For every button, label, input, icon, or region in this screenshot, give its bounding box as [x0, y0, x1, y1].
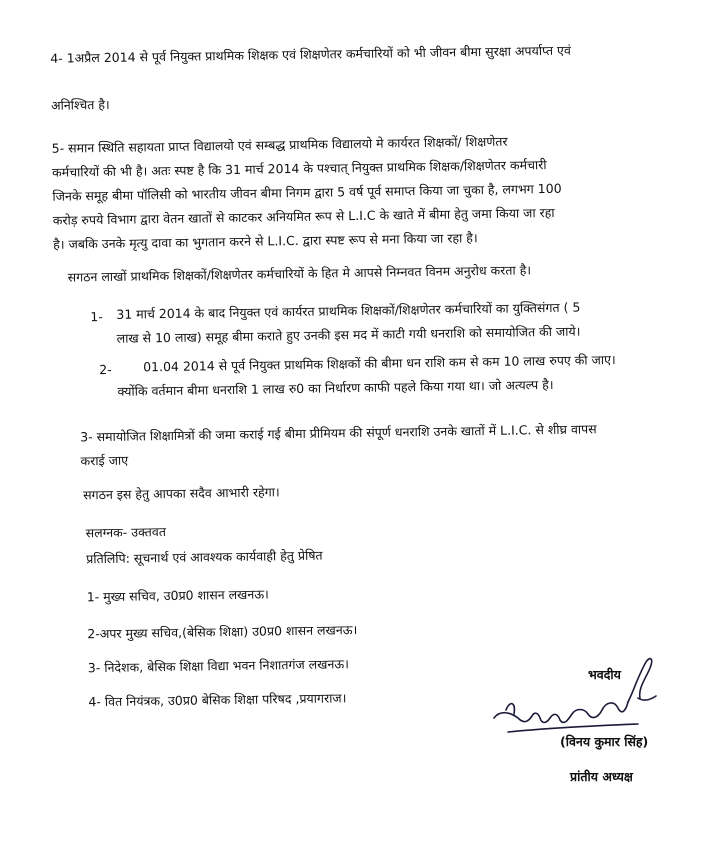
- copy-item-4: 4- वित नियंत्रक, उ0प्र0 बेसिक शिक्षा परिषद ,प्रयागराज।: [88, 690, 347, 710]
- para4-line1: 4- 1अप्रैल 2014 से पूर्व नियुक्त प्राथमिक शिक्षक एवं शिक्षणेतर कर्मचारियों को भी जीवन बीमा सुरक्षा अपर्याप्त एवं: [50, 42, 571, 66]
- request-2-number: 2-: [99, 361, 112, 378]
- para5-line1: 5- समान स्थिति सहायता प्राप्त विद्यालयो एवं सम्बद्ध प्राथमिक विद्यालयो मे कार्यरत शिक्षकों/ शिक्षणेतर: [51, 133, 508, 156]
- request-1-line2: लाख से 10 लाख) समूह बीमा कराते हुए उनकी इस मद में काटी गयी धनराशि को समायोजित की जाये।: [116, 323, 581, 346]
- copy-item-1: 1- मुख्य सचिव, उ0प्र0 शासन लखनऊ।: [86, 586, 269, 605]
- valediction: भवदीय: [588, 667, 621, 682]
- copy-heading: प्रतिलिपि: सूचनार्थ एवं आवश्यक कार्यवाही हेतु प्रेषित: [86, 547, 323, 567]
- enclosure-line: सलग्नक- उक्तवत: [85, 524, 167, 541]
- gratitude-line: सगठन इस हेतु आपका सदैव आभारी रहेगा।: [83, 484, 280, 503]
- request-1-line1: 31 मार्च 2014 के बाद नियुक्त एवं कार्यरत प्राथमिक शिक्षकों/शिक्षणेतर कर्मचारियों का युक्तिसंगत ( 5: [116, 299, 581, 322]
- request-1-number: 1-: [90, 309, 103, 325]
- para5-line5: है। जबकि उनके मृत्यु दावा का भुगतान करने से L.I.C. द्वारा स्पष्ट रूप से मना किया जा रहा है।: [53, 230, 478, 252]
- para3-line2: कराई जाए: [80, 452, 129, 469]
- para3-line1: 3- समायोजित शिक्षामित्रों की जमा कराई गई बीमा प्रीमियम की संपूर्ण धनराशि उनके खातों में L.I.C. से शीघ्र वापस: [80, 421, 597, 445]
- designation: प्रांतीय अध्यक्ष: [570, 769, 633, 784]
- para5-line4: करोड़ रुपये विभाग द्वारा वेतन खातों से काटकर अनियमित रूप से L.I.C के खाते में बीमा हेतु जमा किया जा रहा: [52, 204, 555, 228]
- para4-line2: अनिश्चित है।: [50, 96, 110, 113]
- para5-line2: कर्मचारियों की भी है। अतः स्पष्ट है कि 31 मार्च 2014 के पश्चात् नियुक्त प्राथमिक शिक्षक/शिक्षणेतर कर्मचारी: [51, 157, 547, 180]
- signature-mark: [488, 640, 668, 740]
- request-intro: सगठन लाखों प्राथमिक शिक्षकों/शिक्षणेतर कर्मचारियों के हित मे आपसे निम्नवत विनम अनुरोध करता है।: [67, 262, 532, 285]
- request-2-line1: 01.04 2014 से पूर्व नियुक्त प्राथमिक शिक्षकों की बीमा धन राशि कम से कम 10 लाख रुपए की जाए।: [143, 351, 616, 375]
- signatory-name: (विनय कुमार सिंह): [560, 734, 649, 749]
- para5-line3: जिनके समूह बीमा पॉलिसी को भारतीय जीवन बीमा निगम द्वारा 5 वर्ष पूर्व समाप्त किया जा चुका है, लगभग 100: [52, 180, 562, 204]
- copy-item-2: 2-अपर मुख्य सचिव,(बेसिक शिक्षा) उ0प्र0 शासन लखनऊ।: [87, 622, 358, 642]
- request-2-line2: क्योंकि वर्तमान बीमा धनराशि 1 लाख रु0 का निर्धारण काफी पहले किया गया था। जो अत्यल्प है।: [117, 376, 554, 399]
- copy-item-3: 3- निदेशक, बेसिक शिक्षा विद्या भवन निशातगंज लखनऊ।: [87, 656, 349, 676]
